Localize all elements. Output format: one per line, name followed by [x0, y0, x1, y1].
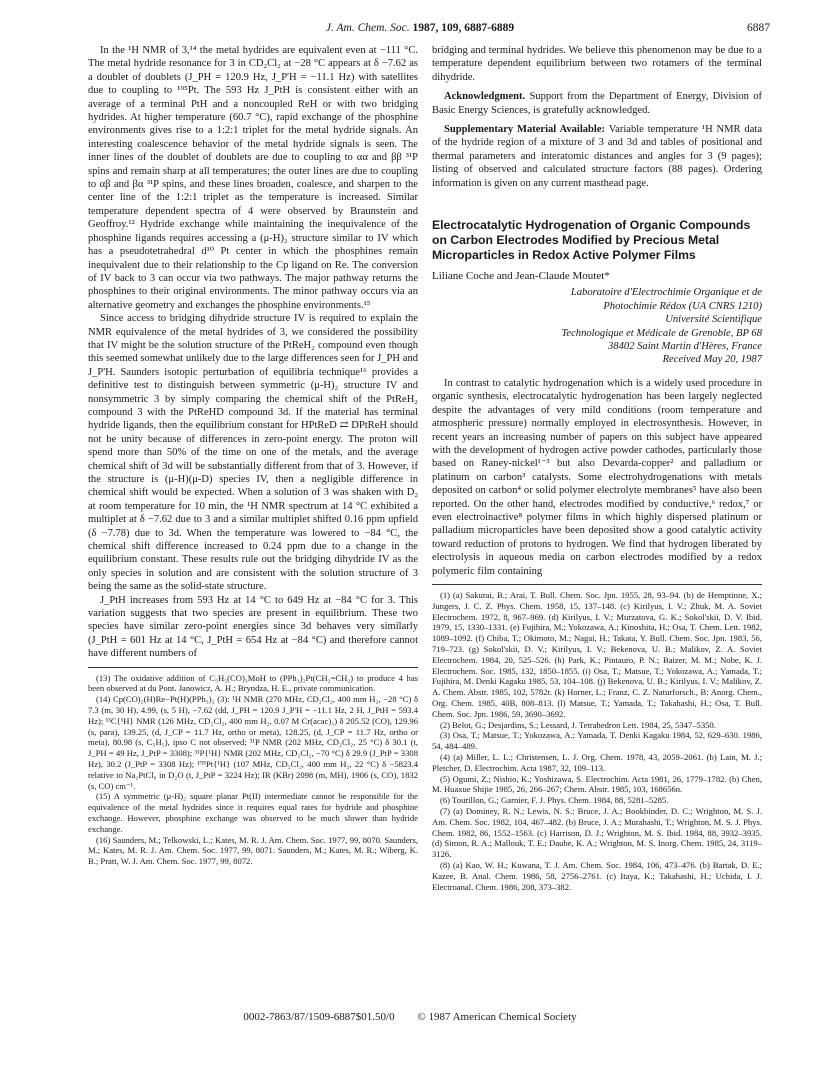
acknowledgment	[432, 90, 762, 117]
footer-copyright: © 1987 American Chemical Society	[417, 1011, 577, 1023]
left-paragraph-2: Since access to bridging dihydride structure IV is required to explain the NMR equivalence of the metal hydrides of 3, we considered the possibility that IV might be the solution structure of the PtReH₂ compound even though this seemed somewhat unlikely due to the large differences seen for J_PH and J_P'H. Saunders isotopic perturbation of equilibria technique¹⁶ provides a definitive test to distinguish between symmetric (μ-H)₂ structure IV and nonsymmetric 3 by simply comparing the chemical shift of the PtReH₂ compound 3 with the PtReHD compound 3d. If the material has terminal hydride ligands, then the equilibrium constant for HPtReD ⇄ DPtReH should not be unity because of differences in zero-point energy. The proton will spend more than 50% of the time on one of the metals, and the average chemical shift of 3d will be substantially different from that of 3. However, if the structure is (μ-H)(μ-D) species IV, then a negligible difference in chemical shift would be expected. When a solution of 3 was shaken with D₂ at room temperature for 10 min, the ¹H NMR spectrum at 14 °C exhibited a multiplet at δ −7.62 due to 3 and a similar multiplet shifted 0.16 ppm upfield (δ −7.78) due to 3d. When the temperature was lowered to −84 °C, the chemical shift difference increased to 0.24 ppm due to a change in the equilibrium constant. These results rule out the bridging dihydride IV as the only species in solution and are consistent with the solution structure of 3 being the same as the solid-state structure.	[88, 313, 418, 593]
affiliation-line-2: Photochimie Rédox (UA CNRS 1210)	[603, 300, 762, 312]
running-header	[70, 22, 770, 38]
footnote-15: (15) A symmetric (μ-H)₂ square planar Pt(II) intermediate cannot be responsible for the equivalence of the metal hydrides since it requires equal rates for hydride and phosphine exchange. However, phosphine exchange was observed to be much slower than hydride exchange.	[88, 791, 418, 834]
article-authors: Liliane Coche and Jean-Claude Moutet*	[432, 270, 610, 283]
reference-4: (4) (a) Miller, L. L.; Christensen, L. J. Org. Chem. 1978, 43, 2059–2061. (b) Lain, M. J.; Pletcher, D. Electrochim. Acta 1987, 32, 109–113.	[432, 751, 762, 773]
left-column	[88, 44, 418, 867]
supplementary-text: Variable temperature ¹H NMR data of the hydride region of a mixture of 3 and 3d and tables of positional and thermal parameters and interatomic distances and angles for 3 (9 pages); listing of observed and calculated structure factors (88 pages). Ordering information is given on any current masthead page.	[432, 124, 762, 189]
right-paragraph-continued: bridging and terminal hydrides. We believe this phenomenon may be due to a temperature dependent equilibrium between two rotamers of the terminal dihydride.	[432, 45, 762, 83]
journal-name: J. Am. Chem. Soc.	[325, 22, 410, 34]
article-body: In contrast to catalytic hydrogenation which is a widely used procedure in organic synthesis, electrocatalytic hydrogenation has been largely neglected despite the advantages of very mild conditions (room temperature and atmospheric pressure) normally employed in electrosynthesis. However, in recent years an increasing number of papers on this subject have appeared with the development of hydrogen active powder cathodes, particularly those based on Raney-nickel¹⁻³ but also Devarda-copper² and palladium or platinum on carbon³ catalysts. Some electrohydrogenations with metals deposited on carbon⁴ or solid polymer electrolyte membranes⁵ have also been reported. On the other hand, electrodes modified by conductive,⁶ redox,⁷ or even electroinactive⁸ polymer films in which highly dispersed platinum or palladium microparticles have been deposited show a good catalytic activity toward reduction of protons to hydrogen. We find that hydrogen liberated by electrolysis in aqueous media on carbon electrodes modified by a redox polymeric film containing	[432, 377, 762, 577]
affiliation-line-1: Laboratoire d'Electrochimie Organique et de	[570, 287, 762, 299]
left-paragraph-1: In the ¹H NMR of 3,¹⁴ the metal hydrides are equivalent even at −111 °C. The metal hydride resonance for 3 in CD₂Cl₂ at −28 °C appears at δ −7.62 as a doublet of doublets (J_PH = 120.9 Hz, J_P'H = −11.1 Hz) with satellites due to coupling to ¹⁹⁵Pt. The 593 Hz J_PtH is consistent either with an average of a terminal PtH and a noncoupled ReH or with two bridging hydrides. At higher temperature (60.7 °C), rapid exchange of the phosphine environments gives rise to a 1:2:1 triplet for the metal hydride signals. An interesting coalescence behavior of the metal hydride signals is seen. The inner lines of the doublet of doublets are due to coupling to αα and ββ ³¹P spins and remain sharp at all temperatures; the outer lines are due to coupling to αβ and βα ³¹P spins, and these lines broaden, coalesce, and sharpen to the center line of the 1:2:1 triplet as the temperature is increased. Similar temperature dependent spectra of 4 were observed by Braunstein and Geoffroy.¹² Hydride exchange while maintaining the inequivalence of the phosphine ligands requires accessing a (μ-H)₂ structure similar to IV which has a pseudotetrahedral d¹⁰ Pt center in which the phosphines remain inequivalent due to their relationship to the Cp ligand on Re. The conversion of IV back to 3 can occur via two pathways. The major pathway returns the phosphines to their original environments. The minor pathway occurs via an alternative geometry and exchanges the phosphine environments.¹⁵	[88, 45, 418, 311]
reference-7: (7) (a) Dominey, R. N.; Lewis, N. S.; Bruce, J. A.; Bookbinder, D. C.; Wrighton, M. S. J. Am. Chem. Soc. 1982, 104, 467–482. (b) Bruce, J. A.; Murahashi, T.; Wrighton, M. S. J. Phys. Chem. 1982, 86, 1552–1563. (c) Harrison, D. J.; Wrighton, M. S. Ibid. 1984, 88, 3932–3935. (d) Simon, R. A.; Mallouk, T. E.; Daube, K. A.; Wrighton, M. S. Inorg. Chem. 1985, 24, 3119–3126.	[432, 805, 762, 860]
right-column	[432, 44, 762, 892]
journal-citation: 1987, 109, 6887-6889	[412, 22, 515, 34]
footer-code: 0002-7863/87/1509-6887$01.50/0	[243, 1011, 395, 1023]
left-paragraph-3: J_PtH increases from 593 Hz at 14 °C to 649 Hz at −84 °C for 3. This variation suggests that two species are present in equilibrium. These two species have similar zero-point energies since 3d behaves very similarly (J_PtH = 601 Hz at 14 °C, J_PtH = 654 Hz at −84 °C) and therefore cannot have different numbers of	[88, 594, 418, 660]
page-number: 6887	[747, 22, 770, 34]
acknowledgment-text: Support from the Department of Energy, Division of Basic Energy Sciences, is gratefully acknowledged.	[432, 91, 763, 116]
affiliation-line-5: 38402 Saint Martin d'Hères, France	[608, 341, 762, 353]
affiliation-line-3: Université Scientifique	[665, 314, 762, 326]
footnote-16: (16) Saunders, M.; Telkowski, L.; Kates, M. R. J. Am. Chem. Soc. 1977, 99, 8070. Saunders, M.; Kates, M. R. J. Am. Chem. Soc. 1977, 99, 8071. Saunders, M.; Kates, M. R.; Wiberg, K. B.; Pratt, W. J. Am. Chem. Soc. 1977, 99, 8072.	[88, 834, 418, 867]
reference-2: (2) Belot, G.; Desjardins, S.; Lessard, J. Tetrahedron Lett. 1984, 25, 5347–5350.	[440, 719, 716, 730]
reference-6: (6) Tourillon, G.; Garnier, F. J. Phys. Chem. 1984, 88, 5281–5285.	[440, 795, 669, 806]
reference-5: (5) Ogumi, Z.; Nishio, K.; Yoshizawa, S. Electrochim. Acta 1981, 26, 1779–1782. (b) Chen, M. Huaxue Shijie 1985, 26, 266–267; Chem. Abstr. 1985, 103, 168656n.	[432, 773, 762, 795]
reference-3: (3) Osa, T.; Matsue, T.; Yokozawa, A.; Yamada, T. Denki Kagaku 1984, 52, 629–630. 1986, 54, 484–489.	[432, 730, 762, 752]
footnote-divider	[88, 667, 418, 668]
footnote-divider	[432, 584, 762, 585]
received-date: Received May 20, 1987	[662, 354, 762, 366]
reference-8: (8) (a) Kao, W. H.; Kuwana, T. J. Am. Chem. Soc. 1984, 106, 473–476. (b) Bartak, D. E.; Kazee, B. Anal. Chem. 1986, 58, 2756–2761. (c) Itaya, K.; Takahashi, H.; Uchida, I. J. Electroanal. Chem. 1986, 208, 373–382.	[432, 859, 762, 892]
affiliation-line-4: Technologique et Médicale de Grenoble, BP 68	[561, 327, 762, 339]
author-affiliation	[432, 286, 762, 366]
acknowledgment-label: Acknowledgment.	[444, 91, 526, 103]
reference-1: (1) (a) Sakurai, B.; Arai, T. Bull. Chem. Soc. Jpn. 1955, 28, 93–94. (b) de Hemptinne, X.; Jungers, J. C. Z. Phys. Chem. 1958, 15, 137–148. (c) Kirilyus, I. V.; Zhuk, M. A. Soviet Electrochem. 1972, 8, 967–969. (d) Kirilyus, I. V.; Murzatova, G. K.; Sokol'skii, D. V. Ibid. 1979, 15, 1330–1331. (e) Fujihira, M.; Yokozawa, A.; Kinoshita, H.; Osa, T. Chem. Lett. 1982, 1089–1092. (f) Chiba, T.; Okimoto, M.; Nagai, H.; Takata, Y. Bull. Chem. Soc. Jpn. 1983, 56, 719–723. (g) Sokol'skii, D. V.; Kirilyus, I. V.; Bekenova, U. B.; Malikov, Z. A. Soviet Electrochem. 1984, 20, 525–526. (h) Park, K.; Pintauro, P. N.; Baizer, M. M.; Nobe, K. J. Electrochem. Soc. 1985, 132, 1850–1855. (i) Osa, T.; Matsue, T.; Yokozawa, A.; Yamada, T.; Fujihira, M. Denki Kagaku 1985, 53, 104–108. (j) Bekenova, U. B.; Kirilyus, I. V.; Malikov, Z. A. Chem. Abstr. 1985, 102, 5782r. (k) Horner, L.; Franz, C. Z. Naturforsch., B: Anorg. Chem., Org. Chem. 1985, 40B, 808–813. (l) Matsue, T.; Yamada, T.; Takahashi, H.; Osa, T. Bull. Chem. Soc. Jpn. 1986, 59, 3690–3692.	[432, 589, 762, 719]
article-title: Electrocatalytic Hydrogenation of Organic Compounds on Carbon Electrodes Modified by Precious Metal Microparticles in Redox Active Polymer Films	[432, 218, 751, 262]
footnote-14: (14) Cp(CO)₂(H)Re−Pt(H)(PPh₃)₂ (3): ¹H NMR (270 MHz, CD₂Cl₂, 400 mm H₂, −28 °C) δ 7.3 (m, 30 H), 4.99, (s, 5 H), −7.62 (dd, J_PH = 120.9 J_P'H = −11.1 Hz, 2 H, J_PtH = 593.4 Hz); ¹³C{¹H} NMR (126 MHz, CD₂Cl₂, 400 mm H₂, 0.07 M Cr(acac)₃) δ 205.52 (CO), 129.96 (s, para), 139.25, (d, J_CP = 11.7 Hz, ortho or meta), 128.25, (d, J_CP = 11.7 Hz, ortho or meta), 80.98 (s, C₅H₅), ipso C not observed; ³¹P NMR (202 MHz, CD₂Cl₂, 25 °C) δ 30.1 (t, J_PH = 49 Hz, J_PtP = 3308); ³¹P{¹H} NMR (202 MHz, CD₂Cl₂, −70 °C) δ 29.9 (J_PtP = 3308 Hz), 30.2 (J_PtP = 3308 Hz); ¹⁹⁵Pt{¹H} (107 MHz, CD₂Cl₂, 400 mm H₂, 22 °C) δ −5823.4 relative to Na₂PtCl₆ in D₂O (t, J_PtP = 3224 Hz); IR (KBr) 2098 (m, MH), 1906 (s, CO), 1832 (s, CO) cm⁻¹.	[88, 694, 418, 791]
supplementary-material	[432, 123, 762, 190]
supplementary-label: Supplementary Material Available:	[444, 124, 606, 136]
footnote-13: (13) The oxidative addition of C₅H₅(CO)₃MoH to (PPh₃)₂Pt(CH₂=CH₂) to produce 4 has been observed at du Pont. Janowicz, A. H.; Bryndza, H. E., private communication.	[88, 672, 418, 694]
page-footer	[0, 1011, 820, 1023]
